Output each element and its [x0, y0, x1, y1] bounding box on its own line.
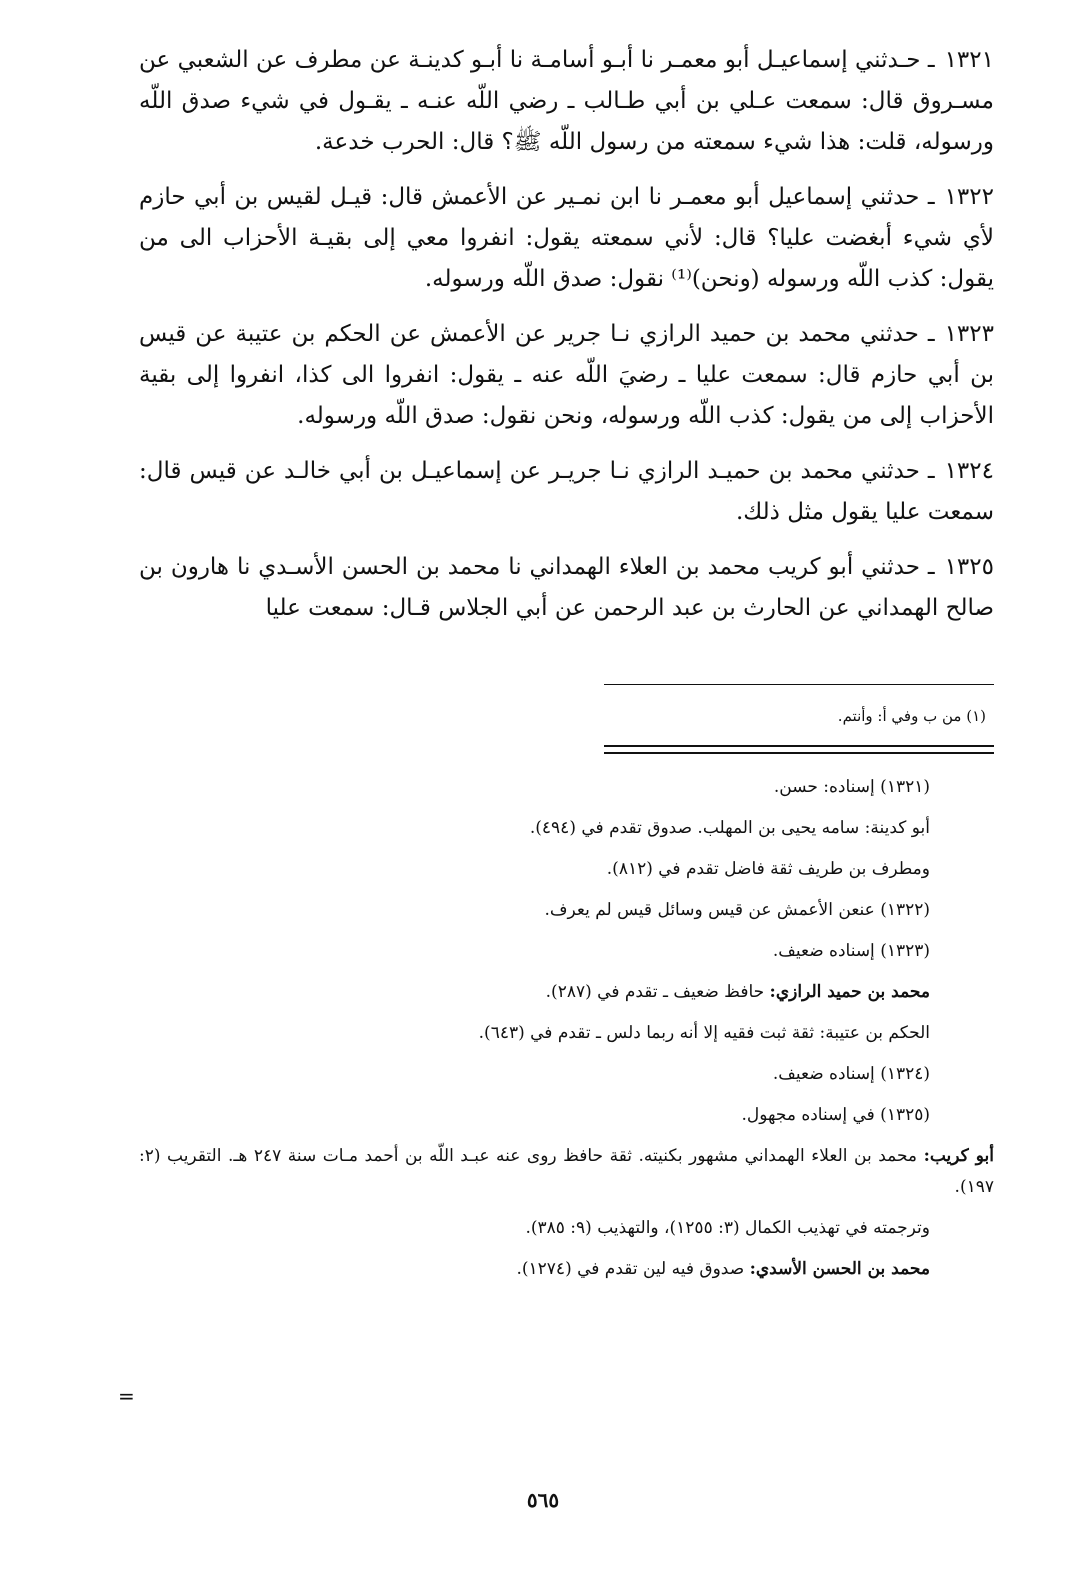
hadith-1323 — [139, 314, 994, 437]
note-lead: محمد بن حميد الرازي: — [769, 982, 930, 1002]
hadith-text: ـ حدثني إسماعيل أبو معمـر نا ابن نمـير عن الأعمش قال: قيـل لقيس بن أبي حازم لأي شيء أبغضت عليا؟ قال: لأني سمعته يقول: انفروا معي إلى بقيـة الأحزاب الى من يقول: كذب اللّه ورسوله (ونحن)⁽¹⁾ نقول: صدق اللّه ورسوله. — [139, 184, 994, 292]
note-line — [139, 772, 994, 803]
hadith-number: ١٣٢٣ — [944, 321, 994, 347]
note-text: (١٣٢٥) في إسناده مجهول. — [741, 1105, 930, 1125]
note-text: ومطرف بن طريف ثقة فاضل تقدم في (٨١٢). — [606, 859, 930, 879]
note-line — [139, 1141, 994, 1203]
note-text: (١٣٢١) إسناده: حسن. — [773, 777, 930, 797]
hadith-text: ـ حدثني محمد بن حميـد الرازي نـا جريـر عن إسماعيـل بن أبي خالـد عن قيس قال: سمعت عليا يقول مثل ذلك. — [139, 458, 994, 525]
note-text: (١٣٢٤) إسناده ضعيف. — [772, 1064, 930, 1084]
hadith-number: ١٣٢٤ — [944, 458, 994, 484]
note-text: وترجمته في تهذيب الكمال (٣: ١٢٥٥)، والتهذيب (٩: ٣٨٥). — [525, 1218, 930, 1238]
note-line — [139, 1254, 994, 1285]
note-line — [139, 1100, 994, 1131]
hadith-text: ـ حدثني أبو كريب محمد بن العلاء الهمداني نا محمد بن الحسن الأسـدي نا هارون بن صالح الهمداني عن الحارث بن عبد الرحمن عن أبي الجلاس قـال: سمعت عليا — [139, 554, 994, 621]
note-line — [139, 813, 994, 844]
note-line — [139, 1059, 994, 1090]
note-line — [139, 854, 994, 885]
note-text: محمد بن العلاء الهمداني مشهور بكنيته. ثقة حافظ روى عنه عبـد اللّه بن أحمد مـات سنة ٢٤٧ هـ. التقريب (٢: ١٩٧). — [139, 1146, 994, 1197]
note-lead: محمد بن الحسن الأسدي: — [749, 1259, 930, 1279]
note-line — [139, 1213, 994, 1244]
note-text: الحكم بن عتيبة: ثقة ثبت فقيه إلا أنه ربما دلس ـ تقدم في (٦٤٣). — [478, 1023, 930, 1043]
note-line — [139, 977, 994, 1008]
hadith-text: ـ حدثني محمد بن حميد الرازي نـا جرير عن الأعمش عن الحكم بن عتيبة عن قيس بن أبي حازم قال: سمعت عليا ـ رضيَ اللّه عنه ـ يقول: انفروا الى كذا، انفروا إلى بقية الأحزاب إلى من يقول: كذب اللّه ورسوله، ونحن نقول: صدق اللّه ورسوله. — [139, 321, 994, 429]
footnote-divider — [604, 684, 994, 685]
note-text: أبو كدينة: سامه يحيى بن المهلب. صدوق تقدم في (٤٩٤). — [529, 818, 930, 838]
hadith-1322 — [139, 177, 994, 300]
hadith-text: ـ حـدثني إسماعيـل أبو معمـر نا أبـو أسامـة نا أبـو كدينـة عن مطرف عن الشعبي عن مسـروق قال: سمعت عـلي بن أبي طـالب ـ رضي اللّه عنـه ـ يقـول في شيء صدق اللّه ورسوله، قلت: هذا شيء سمعته من رسول اللّه ﷺ؟ قال: الحرب خدعة. — [139, 47, 994, 155]
note-line — [139, 895, 994, 926]
note-text: حافظ ضعيف ـ تقدم في (٢٨٧). — [545, 982, 770, 1002]
note-line — [139, 936, 994, 967]
commentary-notes — [139, 772, 994, 1295]
hadith-number: ١٣٢٥ — [944, 554, 994, 580]
note-line — [139, 1018, 994, 1049]
hadith-1321 — [139, 40, 994, 163]
hadith-1324 — [139, 451, 994, 533]
hadith-number: ١٣٢٢ — [944, 184, 994, 210]
page-number: ٥٦٥ — [526, 1488, 560, 1512]
note-lead: أبو كريب: — [923, 1146, 994, 1166]
hadith-number: ١٣٢١ — [944, 47, 994, 73]
note-text: (١٣٢٣) إسناده ضعيف. — [772, 941, 930, 961]
note-text: (١٣٢٢) عنعن الأعمش عن قيس وسائل قيس لم يعرف. — [544, 900, 930, 920]
footnote: (١) من ب وفي أ: وأنتم. — [837, 707, 986, 725]
main-text — [139, 40, 994, 643]
continuation-mark: = — [118, 1384, 135, 1408]
note-text: صدوق فيه لين تقدم في (١٢٧٤). — [516, 1259, 750, 1279]
hadith-1325 — [139, 547, 994, 629]
notes-divider — [604, 745, 994, 754]
